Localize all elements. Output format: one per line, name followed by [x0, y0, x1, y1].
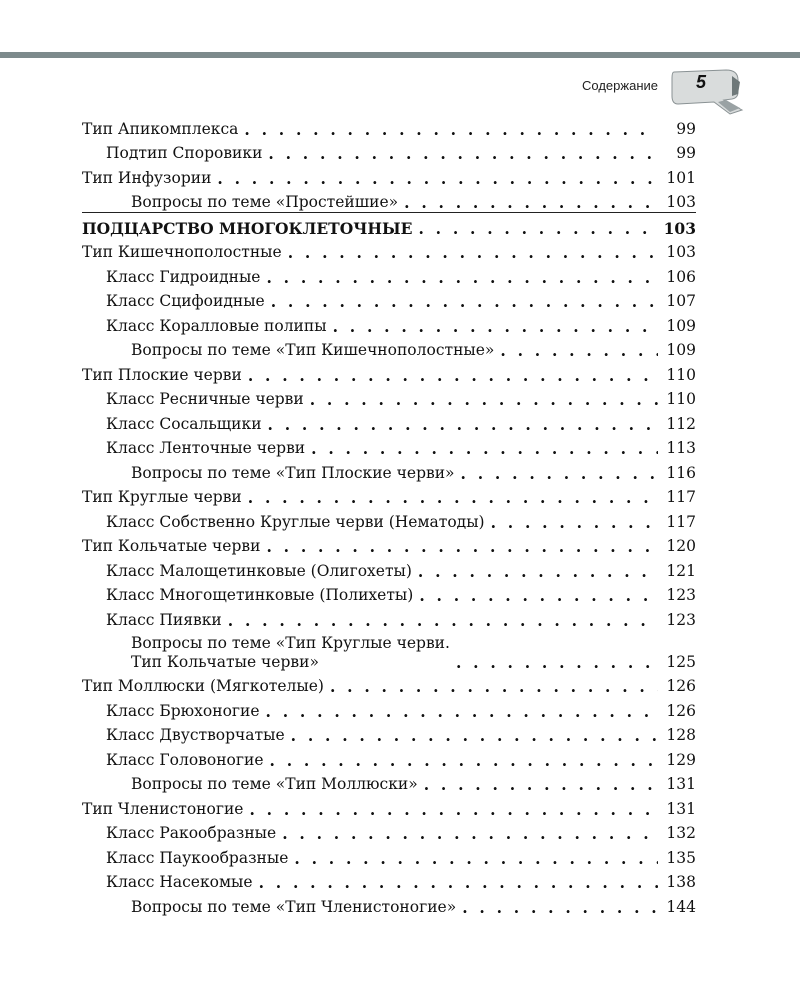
toc-title: Тип Кольчатые черви: [82, 537, 261, 555]
toc-page: 132: [666, 824, 696, 842]
toc-row: [82, 458, 696, 483]
toc-leader: [248, 366, 658, 385]
toc-row: [82, 139, 696, 164]
toc-leader: [249, 800, 658, 819]
toc-leader: [330, 677, 658, 696]
toc-title: Вопросы по теме «Тип Моллюски»: [131, 775, 418, 793]
toc-row: [82, 819, 696, 844]
toc-page: 121: [666, 561, 696, 580]
toc-leader: [248, 488, 658, 507]
toc-page: 99: [676, 144, 696, 162]
toc-leader: [462, 898, 658, 917]
toc-page: 126: [666, 701, 696, 720]
toc-page: 110: [666, 390, 696, 408]
toc-row: [82, 630, 696, 672]
toc-title: Тип Кишечнополостные: [82, 243, 282, 261]
toc-leader: [288, 243, 658, 262]
toc-row: [82, 336, 696, 361]
toc-leader: [228, 611, 658, 630]
toc-page: 101: [666, 168, 696, 187]
toc-title: Вопросы по теме «Простейшие»: [131, 193, 399, 211]
toc-page: 99: [676, 119, 696, 138]
toc-title: Подтип Споровики: [106, 144, 263, 162]
toc-leader: [500, 341, 658, 360]
toc-row-section: [82, 212, 696, 238]
toc-leader: [491, 513, 658, 532]
toc-row: [82, 532, 696, 557]
toc-row: [82, 672, 696, 697]
toc-leader: [310, 390, 658, 409]
toc-page: 103: [666, 193, 696, 211]
toc-title: Вопросы по теме «Тип Круглые черви. Тип Кольчатые черви»: [131, 633, 450, 671]
toc-title: ПОДЦАРСТВО МНОГОКЛЕТОЧНЫЕ: [82, 218, 413, 238]
toc-row: [82, 434, 696, 459]
toc-page: 103: [666, 243, 696, 261]
toc-title: Класс Сосальщики: [106, 414, 262, 433]
toc-title: Класс Головоногие: [106, 750, 264, 769]
page-number: 5: [695, 72, 706, 92]
toc-title: Тип Инфузории: [82, 168, 212, 187]
toc-leader: [259, 873, 658, 892]
toc-title: Тип Членистоногие: [82, 799, 244, 818]
toc-leader: [404, 193, 658, 212]
toc-title: Тип Круглые черви: [82, 488, 242, 506]
toc-page: 138: [666, 873, 696, 891]
toc-row: [82, 581, 696, 606]
toc-leader: [266, 268, 658, 287]
toc-title: Класс Сцифоидные: [106, 292, 265, 310]
toc-row: [82, 262, 696, 287]
toc-title: Класс Гидроидные: [106, 267, 261, 286]
toc-page: 129: [666, 750, 696, 769]
toc-title: Вопросы по теме «Тип Плоские черви»: [131, 463, 455, 482]
toc-row: [82, 483, 696, 508]
toc-page: 128: [666, 726, 696, 744]
toc-title: Класс Пиявки: [106, 610, 222, 629]
toc-page: 113: [666, 439, 696, 457]
toc-row: [82, 409, 696, 434]
toc-title: Класс Многощетинковые (Полихеты): [106, 586, 414, 604]
toc-title: Класс Малощетинковые (Олигохеты): [106, 561, 412, 580]
toc-title: Класс Ресничные черви: [106, 390, 304, 408]
toc-page: 126: [666, 677, 696, 695]
toc-leader: [266, 537, 658, 556]
toc-leader: [294, 849, 658, 868]
toc-leader: [419, 586, 658, 605]
toc-leader: [244, 120, 658, 139]
toc-row: [82, 311, 696, 336]
toc-row: [82, 892, 696, 917]
toc-title: Тип Апикомплекса: [82, 119, 239, 138]
toc-leader: [217, 169, 658, 188]
toc-page: 116: [666, 463, 696, 482]
toc-page: 135: [666, 848, 696, 867]
toc-row: [82, 507, 696, 532]
toc-title: Класс Насекомые: [106, 873, 253, 891]
toc-leader: [291, 726, 658, 745]
toc-title: Класс Брюхоногие: [106, 701, 260, 720]
toc-page: 123: [666, 610, 696, 629]
toc-row: [82, 238, 696, 263]
toc-row: [82, 287, 696, 312]
toc-row: [82, 770, 696, 795]
toc-row: [82, 556, 696, 581]
toc-page: 144: [666, 897, 696, 916]
toc-row: [82, 868, 696, 893]
toc-row: [82, 843, 696, 868]
toc-leader: [418, 562, 658, 581]
toc-leader: [268, 144, 658, 163]
toc-leader: [270, 751, 659, 770]
toc-page: 106: [666, 267, 696, 286]
toc-title: Тип Плоские черви: [82, 365, 242, 384]
toc-title: Класс Двустворчатые: [106, 726, 285, 744]
toc-page: 109: [666, 316, 696, 335]
toc-title: Класс Собственно Круглые черви (Нематоды): [106, 512, 485, 531]
toc-page: 107: [666, 292, 696, 310]
toc-page: 131: [666, 775, 696, 793]
toc-row: [82, 721, 696, 746]
toc-page: 131: [666, 799, 696, 818]
toc-row: [82, 163, 696, 188]
toc-leader: [311, 439, 658, 458]
toc-leader: [456, 653, 658, 672]
toc-leader: [266, 702, 658, 721]
toc-row: [82, 188, 696, 213]
toc-row: [82, 360, 696, 385]
toc-title: Класс Паукообразные: [106, 848, 289, 867]
toc-row: [82, 696, 696, 721]
toc-leader: [282, 824, 658, 843]
toc-row: [82, 745, 696, 770]
table-of-contents: [82, 114, 696, 917]
toc-title: Тип Моллюски (Мягкотелые): [82, 677, 324, 695]
toc-page: 123: [666, 586, 696, 604]
toc-row: [82, 605, 696, 630]
toc-title: Класс Коралловые полипы: [106, 316, 327, 335]
toc-leader: [268, 415, 658, 434]
toc-page: 117: [666, 488, 696, 506]
toc-page: 110: [666, 365, 696, 384]
toc-leader: [333, 317, 658, 336]
toc-row: [82, 794, 696, 819]
toc-page: 117: [666, 512, 696, 531]
toc-page: 103: [663, 218, 696, 238]
toc-page: 120: [666, 537, 696, 555]
toc-leader: [424, 775, 658, 794]
toc-page: 125: [666, 652, 696, 671]
toc-leader: [271, 292, 658, 311]
toc-title: Вопросы по теме «Тип Членистоногие»: [131, 897, 457, 916]
toc-leader: [461, 464, 658, 483]
toc-page: 112: [666, 414, 696, 433]
top-rule: [0, 52, 800, 58]
toc-row: [82, 385, 696, 410]
toc-leader: [418, 219, 657, 238]
toc-page: 109: [666, 341, 696, 359]
toc-title: Класс Ленточные черви: [106, 439, 306, 457]
toc-row: [82, 114, 696, 139]
toc-title: Класс Ракообразные: [106, 824, 277, 842]
toc-title: Вопросы по теме «Тип Кишечнополостные»: [131, 341, 495, 359]
running-header: Содержание: [582, 78, 658, 93]
